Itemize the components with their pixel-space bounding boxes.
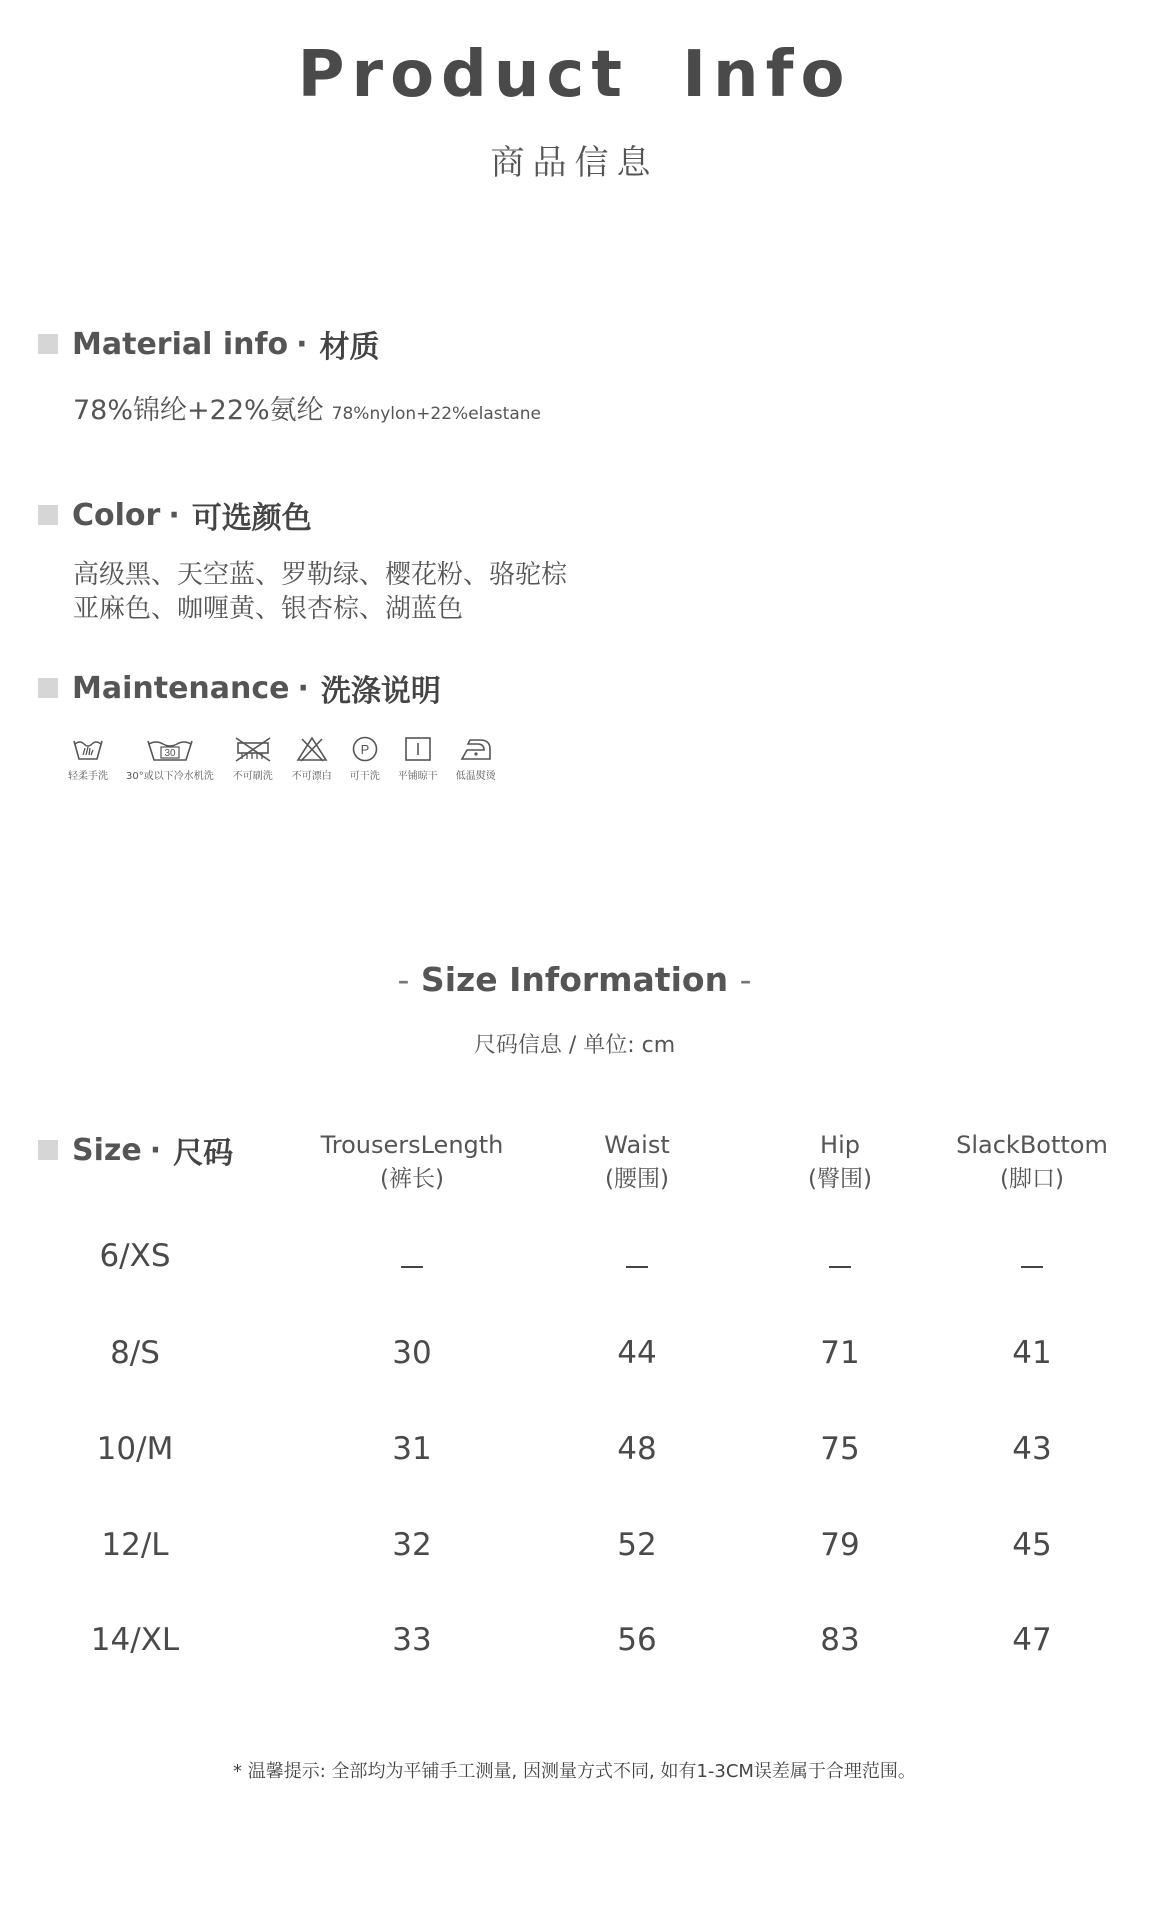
table-cell: 56 (617, 1622, 657, 1658)
material-heading-cn: 材质 (319, 330, 380, 365)
color-options-line1: 高级黑、天空蓝、罗勒绿、樱花粉、骆驼棕 (73, 560, 568, 590)
column-header-en: SlackBottom (956, 1131, 1108, 1159)
care-label-dry-flat: 平铺晾干 (397, 771, 438, 782)
table-cell: 33 (392, 1622, 432, 1658)
color-options (73, 558, 567, 626)
title-dash-right-icon: - (739, 960, 752, 999)
low-iron-icon (458, 735, 494, 763)
care-label-hand-wash: 轻柔手洗 (68, 771, 108, 782)
table-cell: 31 (392, 1431, 432, 1467)
dry-clean-letter: P (360, 742, 370, 757)
table-cell: 47 (1012, 1622, 1052, 1658)
size-label: 8/S (110, 1335, 160, 1371)
maintenance-heading-en: Maintenance (72, 670, 290, 706)
care-item (456, 735, 496, 782)
column-header-cn: (臀围) (808, 1166, 872, 1192)
care-item (126, 735, 214, 782)
material-value-en: 78%nylon+22%elastane (331, 404, 541, 424)
wash-temp-text: 30 (164, 748, 176, 759)
color-heading-en: Color (72, 497, 161, 533)
size-label: 14/XL (90, 1622, 180, 1658)
table-cell: 83 (820, 1622, 860, 1658)
column-header-trousers-length (292, 1128, 532, 1196)
color-heading-cn: 可选颜色 (191, 501, 312, 536)
size-info-title-text: Size Information (420, 960, 729, 999)
table-cell: 43 (1012, 1431, 1052, 1467)
care-label-dry-clean: 可干洗 (349, 771, 380, 782)
column-header-cn: (腰围) (605, 1166, 669, 1192)
color-options-line2: 亚麻色、咖喱黄、银杏棕、湖蓝色 (73, 594, 464, 624)
care-item (68, 735, 108, 782)
column-header-slack-bottom (912, 1128, 1149, 1196)
care-label-no-bleach: 不可漂白 (291, 771, 332, 782)
column-header-en: TrousersLength (320, 1131, 504, 1159)
square-bullet-icon (38, 1140, 58, 1160)
table-cell-empty (292, 1256, 532, 1275)
dry-flat-icon (403, 735, 433, 763)
machine-wash-30-icon (145, 735, 195, 763)
table-cell: 44 (617, 1335, 657, 1371)
column-header-cn: (裤长) (380, 1166, 444, 1192)
care-item (292, 735, 332, 782)
page-title: Product Info (297, 38, 852, 112)
material-heading (38, 322, 380, 366)
size-label: 6/XS (99, 1238, 171, 1274)
table-cell: 45 (1012, 1527, 1052, 1563)
care-instructions (68, 735, 514, 782)
column-header-en: Hip (820, 1131, 860, 1159)
color-heading (38, 493, 312, 537)
measurement-note: * 温馨提示: 全部均为平铺手工测量, 因测量方式不同, 如有1-3CM误差属于合理范围。 (233, 1761, 916, 1782)
table-cell: 71 (820, 1335, 860, 1371)
material-value (73, 388, 541, 427)
care-label-machine-wash: 30°或以下冷水机洗 (126, 771, 214, 782)
column-header-cn: (脚口) (1000, 1166, 1064, 1192)
care-item (398, 735, 438, 782)
size-heading-separator: · (149, 1132, 162, 1168)
table-cell: 48 (617, 1431, 657, 1467)
size-label: 10/M (96, 1431, 174, 1467)
title-dash-left-icon: - (397, 960, 410, 999)
size-heading-cn: 尺码 (173, 1136, 234, 1171)
hand-wash-icon (71, 735, 105, 763)
no-bleach-icon (295, 735, 329, 763)
table-cell: 30 (392, 1335, 432, 1371)
table-cell: 75 (820, 1431, 860, 1467)
care-item (350, 735, 380, 782)
material-heading-en: Material info (72, 326, 289, 362)
color-heading-separator: · (168, 497, 180, 533)
care-label-no-brush: 不可刷洗 (232, 771, 273, 782)
size-heading (38, 1128, 233, 1172)
page-subtitle: 商品信息 (490, 143, 659, 183)
table-cell: 79 (820, 1527, 860, 1563)
maintenance-heading-separator: · (297, 670, 309, 706)
size-info-subtitle: 尺码信息 / 单位: cm (473, 1033, 676, 1058)
care-label-low-iron: 低温熨烫 (455, 771, 496, 782)
maintenance-heading (38, 666, 441, 710)
care-item (232, 735, 274, 782)
table-cell: 41 (1012, 1335, 1052, 1371)
column-header-en: Waist (604, 1131, 670, 1159)
no-brush-icon (232, 735, 274, 763)
size-label: 12/L (101, 1527, 169, 1563)
table-cell-empty (912, 1256, 1149, 1275)
square-bullet-icon (38, 505, 58, 525)
square-bullet-icon (38, 334, 58, 354)
table-cell: 52 (617, 1527, 657, 1563)
dry-clean-icon (350, 735, 380, 763)
material-value-cn: 78%锦纶+22%氨纶 (73, 395, 324, 426)
square-bullet-icon (38, 678, 58, 698)
size-info-title (0, 960, 1149, 999)
maintenance-heading-cn: 洗涤说明 (320, 674, 441, 709)
size-heading-en: Size (72, 1132, 142, 1168)
material-heading-separator: · (296, 326, 308, 362)
table-cell: 32 (392, 1527, 432, 1563)
